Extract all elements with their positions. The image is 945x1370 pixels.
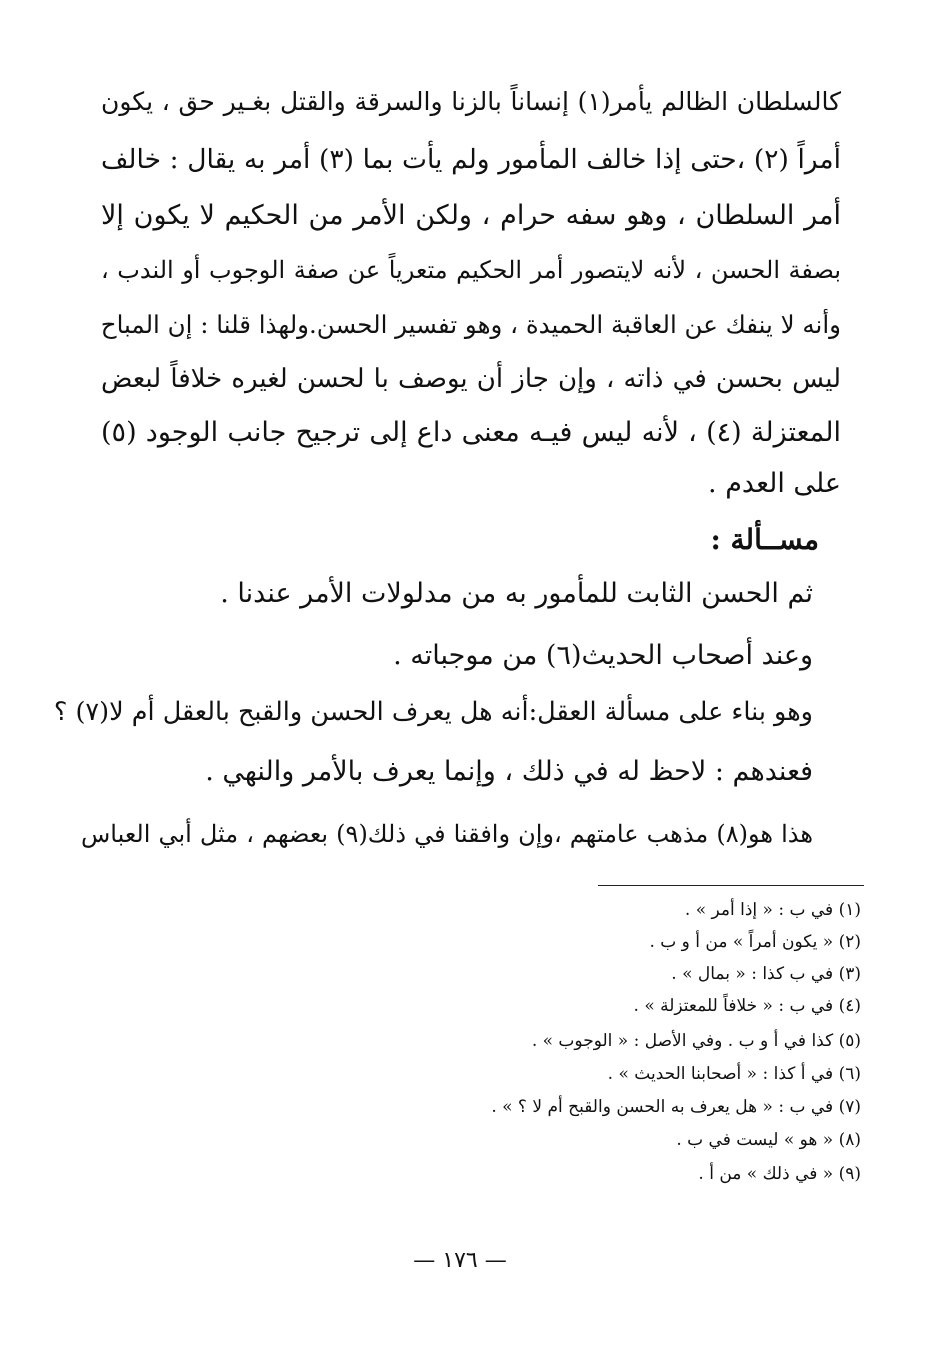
body-line: المعتزلة (٤) ، لأنه ليس فيـه معنى داع إلى ترجيح جانب الوجود (٥): [101, 417, 841, 448]
body-line: على العدم .: [708, 468, 841, 499]
body-line: بصفة الحسن ، لأنه لايتصور أمر الحكيم متعرياً عن صفة الوجوب أو الندب ،: [101, 256, 841, 284]
section-heading: مســألة :: [710, 523, 819, 556]
footnote: (٧) في ب : « هل يعرف به الحسن والقبح أم لا ؟ » .: [491, 1097, 861, 1117]
footnote-separator: [598, 885, 864, 886]
body-line: أمر السلطان ، وهو سفه حرام ، ولكن الأمر من الحكيم لا يكون إلا: [101, 200, 841, 231]
footnote: (٦) في أ كذا : « أصحابنا الحديث » .: [607, 1064, 861, 1084]
body-line: ثم الحسن الثابت للمأمور به من مدلولات الأمر عندنا .: [220, 578, 813, 609]
footnote: (٩) « في ذلك » من أ .: [698, 1164, 861, 1184]
body-line: ليس بحسن في ذاته ، وإن جاز أن يوصف با لحسن لغيره خلافاً لبعض: [101, 364, 841, 394]
body-line: وعند أصحاب الحديث(٦) من موجباته .: [393, 640, 813, 671]
body-line: كالسلطان الظالم يأمر(١) إنساناً بالزنا والسرقة والقتل بغـير حق ، يكون: [101, 87, 841, 116]
body-line: أمراً (٢) ،حتى إذا خالف المأمور ولم يأت بما (٣) أمر به يقال : خالف: [101, 144, 841, 175]
body-line: هذا هو(٨) مذهب عامتهم ،وإن وافقنا في ذلك(٩) بعضهم ، مثل أبي العباس: [81, 820, 814, 848]
body-line: وهو بناء على مسألة العقل:أنه هل يعرف الحسن والقبح بالعقل أم لا(٧) ؟: [53, 697, 813, 727]
body-line: فعندهم : لاحظ له في ذلك ، وإنما يعرف بالأمر والنهي .: [205, 756, 813, 787]
footnote: (٥) كذا في أ و ب . وفي الأصل : « الوجوب » .: [531, 1031, 861, 1051]
footnote: (١) في ب : « إذا أمر » .: [684, 900, 861, 920]
body-line: وأنه لا ينفك عن العاقبة الحميدة ، وهو تفسير الحسن.ولهذا قلنا : إن المباح: [100, 310, 841, 339]
page-number: — ١٧٦ —: [413, 1248, 507, 1273]
footnote: (٢) « يكون أمراً » من أ و ب .: [649, 932, 861, 952]
footnote: (٤) في ب : « خلافاً للمعتزلة » .: [633, 996, 861, 1016]
footnote: (٨) « هو » ليست في ب .: [676, 1130, 861, 1150]
footnote: (٣) في ب كذا : « بمال » .: [671, 964, 861, 984]
